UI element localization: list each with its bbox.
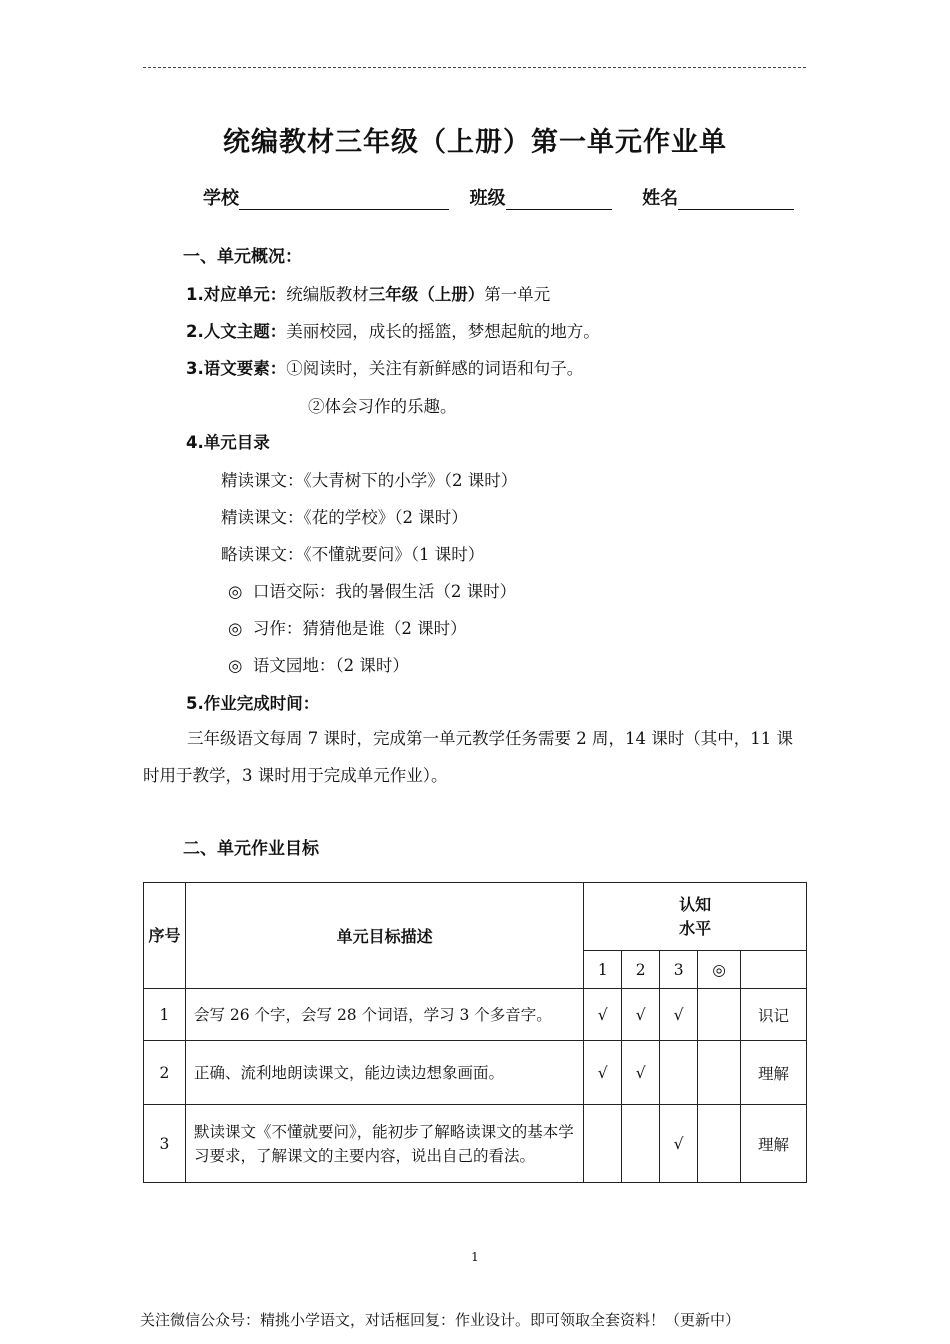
- row-desc: 会写 26 个字，会写 28 个词语，学习 3 个多音字。: [185, 989, 583, 1041]
- row-no: 2: [144, 1041, 186, 1105]
- name-label: 姓名: [642, 188, 679, 209]
- sub-header: [741, 951, 807, 989]
- row-level: 理解: [741, 1105, 807, 1183]
- item1-line: [186, 281, 550, 305]
- item3-line1: [186, 355, 583, 379]
- row-level: 理解: [741, 1041, 807, 1105]
- item2-label: 2.人文主题：: [186, 322, 287, 341]
- check-cell: [660, 1041, 698, 1105]
- check-cell: [698, 989, 741, 1041]
- item5-label: 5.作业完成时间：: [186, 694, 320, 713]
- sub-header: ◎: [698, 951, 741, 989]
- student-info-fields: [203, 184, 794, 210]
- item3-label: 3.语文要素：: [186, 359, 287, 378]
- item3-text-line1: ①阅读时，关注有新鲜感的词语和句子。: [286, 359, 584, 378]
- item1-text-bold: 三年级（上册）: [368, 285, 485, 304]
- header-rule: [143, 67, 806, 68]
- sub-header: 1: [584, 951, 622, 989]
- check-cell: [622, 1105, 660, 1183]
- check-cell: √: [584, 1041, 622, 1105]
- check-cell: √: [660, 1105, 698, 1183]
- class-label: 班级: [469, 188, 506, 209]
- sub-header: 2: [622, 951, 660, 989]
- item2-line: [186, 318, 600, 342]
- section2-heading: 二、单元作业目标: [183, 839, 319, 859]
- catalog-entry: ◎ 口语交际：我的暑假生活（2 课时）: [228, 582, 517, 601]
- col-header-level-line1: 认知: [679, 894, 712, 914]
- row-no: 3: [144, 1105, 186, 1183]
- row-desc: 默读课文《不懂就要问》，能初步了解略读课文的基本学习要求，了解课文的主要内容，说出自己的看法。: [185, 1105, 583, 1183]
- goals-table: [143, 882, 807, 1183]
- section1-heading: 一、单元概况：: [183, 247, 302, 267]
- item1-text-pre: 统编版教材: [286, 285, 369, 304]
- table-row: [144, 1105, 807, 1183]
- check-cell: [698, 1041, 741, 1105]
- page-title: 统编教材三年级（上册）第一单元作业单: [223, 127, 727, 158]
- col-header-level-line2: 水平: [679, 918, 712, 938]
- row-desc: 正确、流利地朗读课文，能边读边想象画面。: [185, 1041, 583, 1105]
- sub-header: 3: [660, 951, 698, 989]
- item3-text-line2: ②体会习作的乐趣。: [308, 397, 457, 416]
- item1-text-post: 第一单元: [484, 285, 551, 304]
- catalog-entry: ◎ 语文园地：（2 课时）: [228, 656, 409, 675]
- name-input-line[interactable]: [678, 191, 794, 210]
- col-header-no: 序号: [144, 883, 186, 989]
- page-number: 1: [471, 1250, 479, 1264]
- item2-text: 美丽校园，成长的摇篮，梦想起航的地方。: [286, 322, 600, 341]
- check-cell: √: [660, 989, 698, 1041]
- check-cell: √: [622, 1041, 660, 1105]
- check-cell: [584, 1105, 622, 1183]
- school-input-line[interactable]: [239, 191, 449, 210]
- completion-time-paragraph: 三年级语文每周 7 课时，完成第一单元教学任务需要 2 周，14 课时（其中，11 课时用于教学，3 课时用于完成单元作业）。: [143, 729, 793, 785]
- school-label: 学校: [203, 188, 239, 209]
- row-level: 识记: [741, 989, 807, 1041]
- col-header-level: [584, 883, 807, 951]
- check-cell: √: [584, 989, 622, 1041]
- col-header-desc: 单元目标描述: [185, 883, 583, 989]
- row-no: 1: [144, 989, 186, 1041]
- catalog-entry: ◎ 习作：猜猜他是谁（2 课时）: [228, 619, 467, 638]
- table-row: [144, 989, 807, 1041]
- item1-label: 1.对应单元：: [186, 285, 287, 304]
- catalog-entry: 精读课文：《花的学校》（2 课时）: [221, 508, 468, 527]
- item4-label: 4.单元目录: [186, 433, 270, 452]
- footer-note: 关注微信公众号：精挑小学语文，对话框回复：作业设计。即可领取全套资料！（更新中）: [140, 1311, 741, 1329]
- check-cell: [698, 1105, 741, 1183]
- table-row: [144, 1041, 807, 1105]
- class-input-line[interactable]: [506, 191, 612, 210]
- catalog-entry: 精读课文：《大青树下的小学》（2 课时）: [221, 471, 518, 490]
- catalog-entry: 略读课文：《不懂就要问》（1 课时）: [221, 545, 485, 564]
- check-cell: √: [622, 989, 660, 1041]
